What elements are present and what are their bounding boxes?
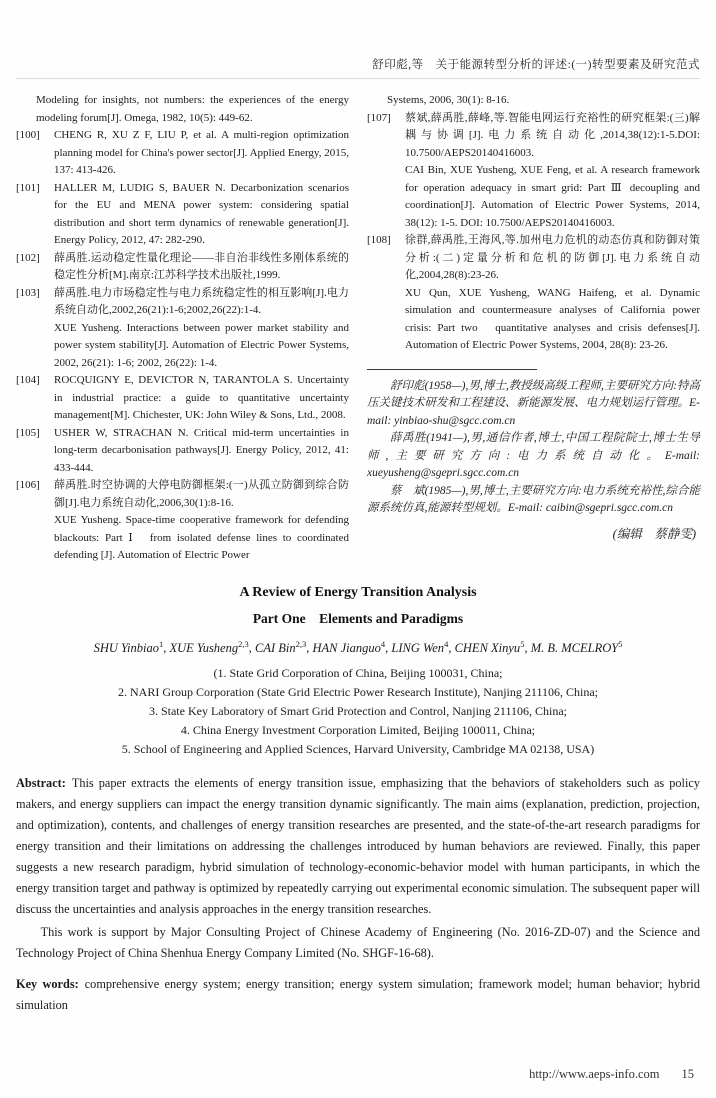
abstract-section <box>16 773 700 964</box>
author-name: , CHEN Xinyu$^5$ <box>448 638 525 655</box>
reference-line: Modeling for insights, not numbers: the experiences of the energy modeling forum[J]. Omega, 1982, 10(5): 449-62. <box>36 94 349 124</box>
reference-line: Systems, 2006, 30(1): 8-16. <box>387 94 510 106</box>
affiliation-superscript: 5 <box>520 638 525 649</box>
reference-text <box>36 92 349 127</box>
reference-text <box>54 425 349 478</box>
editor-credit: (编辑 蔡静雯) <box>612 526 696 541</box>
journal-url: http://www.aeps-info.com <box>529 1067 660 1081</box>
reference-entry <box>16 372 349 425</box>
reference-line: USHER W, STRACHAN N. Critical mid-term uncertainties in long-term decarbonisation pathways[J]. Energy Policy, 2012, 41: 433-444. <box>54 426 349 474</box>
abstract-paragraph <box>16 773 700 920</box>
author-name: , CAI Bin$^{2,3}$ <box>248 638 307 655</box>
reference-translation: XUE Yusheng. Interactions between power market stability and power system stability[J]. Automation of Electric Power Systems, 2002, 26(21): 1-6; 2002, 26(22): 1-4. <box>54 321 349 369</box>
affiliation-superscript: 5 <box>618 638 623 649</box>
reference-translation: XU Qun, XUE Yusheng, WANG Haifeng, et al. Dynamic simulation and countermeasure analyses of California power crisis: Part two quantitative analyses and crisis defenses[J]. Automation of Electric Power Systems, 2004, 28(8): 23-26. <box>405 286 700 351</box>
reference-text <box>54 180 349 250</box>
reference-line: ROCQUIGNY E, DEVICTOR N, TARANTOLA S. Uncertainty in industrial practice: a guide to quantitative uncertainty management[M]. Chichester, UK: John Wiley & Sons, Ltd., 2008. <box>54 374 349 421</box>
references-column-left <box>16 92 349 565</box>
reference-entry <box>16 250 349 285</box>
reference-label <box>16 92 36 127</box>
reference-line: 薛禹胜.运动稳定性量化理论——非自治非线性多刚体系统的稳定性分析[M].南京:江苏科学技术出版社,1999. <box>54 251 349 281</box>
reference-entry <box>367 92 700 110</box>
affiliation-line: 4. China Energy Investment Corporation Limited, Beijing 100011, China; <box>180 722 536 737</box>
author-name: SHU Yinbiao$^1$ <box>93 638 164 655</box>
running-head: 舒印彪,等 关于能源转型分析的评述:(一)转型要素及研究范式 <box>372 59 700 71</box>
reference-label: [105] <box>16 426 40 439</box>
keywords-label: Key words: <box>16 976 79 991</box>
keywords-section <box>16 974 700 1016</box>
reference-text <box>54 285 349 373</box>
author-name: , LING Wen$^4$ <box>385 638 449 655</box>
page-number: 15 <box>681 1067 694 1081</box>
author-name: , XUE Yusheng$^{2,3}$ <box>163 638 249 655</box>
affiliation-line: 2. NARI Group Corporation (State Grid Electric Power Research Institute), Nanjing 211106, China; <box>117 684 598 699</box>
page-footer <box>529 1067 694 1082</box>
reference-line: 蔡斌,薛禹胜,薛峰,等.智能电网运行充裕性的研究框架:(三)解耦与协调[J].电力系统自动化,2014,38(12):1-5.DOI: 10.7500/AEPS20140416003. <box>405 111 700 159</box>
reference-text <box>54 477 349 565</box>
author-bio: 薛禹胜(1941—),男,通信作者,博士,中国工程院院士,博士生导师,主要研究方向:电力系统自动化。E-mail: xueyusheng@sgepri.sgcc.com.cn <box>367 432 700 479</box>
affiliations-block <box>16 664 700 759</box>
abstract-label: Abstract: <box>16 775 66 790</box>
affiliation-superscript: 2,3 <box>238 638 249 649</box>
reference-translation: CAI Bin, XUE Yusheng, XUE Feng, et al. A research framework for operation adequacy in smart grid: Part Ⅲ decoupling and coordination[J]. Automation of Electric Power Systems, 2014, 38(12): 1-5. DOI: 10.7500/AEPS20140416003. <box>405 164 700 229</box>
reference-label: [100] <box>16 129 40 141</box>
reference-text <box>405 232 700 355</box>
header-rule <box>16 78 700 79</box>
author-name: , M. B. MCELROY$^5$ <box>524 638 623 655</box>
affiliation-line: 5. School of Engineering and Applied Sciences, Harvard University, Cambridge MA 02138, USA) <box>121 741 595 756</box>
reference-translation: XUE Yusheng. Space-time cooperative framework for defending blackouts: Part Ⅰ from isolated defense lines to coordinated defending [J]. Automation of Electric Power <box>54 514 349 561</box>
reference-label: [104] <box>16 374 40 386</box>
reference-text <box>387 92 700 110</box>
affiliation-superscript: 1 <box>158 638 164 649</box>
affiliation-superscript: 2,3 <box>295 638 307 649</box>
english-title: A Review of Energy Transition Analysis <box>239 584 477 600</box>
reference-label: [106] <box>16 479 40 491</box>
reference-entry <box>16 127 349 180</box>
abstract-text: This paper extracts the elements of energy transition issue, emphasizing that the behaviors of stakeholders such as policy makers, and energy suppliers can impact the energy transition dynamic significantly. The main aims (explanation, prediction, projection, and optimization), contents, and challenges of energy transition researches are presented, and the state-of-the-art research paradigms for energy transition and their limitations on addressing the challenges introduced by human behaviors are reviewed. Finally, this paper suggests a new research paradigm, hybrid simulation of technology-economic-behavior model with human participants, in which the energy transition target and pathway is optimized by repeatedly carrying out experimental economic simulation. The subsequent paper will discuss the uncertainties and analysis approaches in the energy transition researches. <box>16 775 700 916</box>
reference-text <box>54 250 349 285</box>
reference-line: 薛禹胜.时空协调的大停电防御框架:(一)从孤立防御到综合防御[J].电力系统自动化,2006,30(1):8-16. <box>54 479 349 509</box>
affiliation-line: 3. State Key Laboratory of Smart Grid Protection and Control, Nanjing 211106, China; <box>148 703 568 718</box>
acknowledgment-paragraph: This work is support by Major Consulting Project of Chinese Academy of Engineering (No. 2016-ZD-07) and the Science and Technology Project of China Shenhua Energy Company Limited (No. SHGF-16-68). <box>16 924 700 960</box>
authors-line <box>16 639 700 656</box>
author-bio: 舒印彪(1958—),男,博士,教授级高级工程师,主要研究方向:特高压关键技术研发和工程建设、新能源发展、电力规划运行管理。E-mail: yinbiao-shu@sgcc.com.cn <box>367 379 700 427</box>
references-column-right <box>367 92 700 565</box>
reference-line: 徐群,薛禹胜,王海风,等.加州电力危机的动态仿真和防御对策分析:(二)定量分析和危机的防御[J].电力系统自动化,2004,28(8):23-26. <box>405 234 700 281</box>
reference-line: 薛禹胜.电力市场稳定性与电力系统稳定性的相互影响[J].电力系统自动化,2002,26(21):1-6;2002,26(22):1-4. <box>54 286 349 316</box>
reference-text <box>54 372 349 425</box>
reference-entry <box>367 110 700 233</box>
author-bios <box>367 378 700 518</box>
reference-label: [101] <box>16 181 40 194</box>
reference-entry <box>367 232 700 355</box>
reference-label: [102] <box>16 251 40 264</box>
reference-label: [107] <box>367 111 391 124</box>
affiliation-superscript: 4 <box>444 638 449 649</box>
affiliation-superscript: 4 <box>380 638 386 649</box>
bio-separator <box>367 369 537 370</box>
reference-label <box>367 92 387 110</box>
english-subtitle: Part One Elements and Paradigms <box>252 610 464 626</box>
reference-text <box>405 110 700 233</box>
reference-entry <box>16 92 349 127</box>
reference-entry <box>16 180 349 250</box>
reference-entry <box>16 425 349 478</box>
references-section <box>16 92 700 565</box>
reference-line: CHENG R, XU Z F, LIU P, et al. A multi-region optimization planning model for China's power sector[J]. Applied Energy, 2015, 137: 413-426. <box>54 129 349 176</box>
author-bio: 蔡 斌(1985—),男,博士,主要研究方向:电力系统充裕性,综合能源系统仿真,能源转型规划。E-mail: caibin@sgepri.sgcc.com.cn <box>367 484 700 514</box>
author-name: , HAN Jianguo$^4$ <box>306 638 386 655</box>
reference-line: HALLER M, LUDIG S, BAUER N. Decarbonization scenarios for the EU and MENA power system: considering spatial distribution and short term dynamics of renewable generation[J]. Energy Policy, 2012, 47: 282-290. <box>54 181 349 246</box>
reference-entry <box>16 285 349 373</box>
affiliation-line: (1. State Grid Corporation of China, Beijing 100031, China; <box>213 665 503 680</box>
reference-text <box>54 127 349 180</box>
reference-label: [108] <box>367 234 391 246</box>
keywords-text: comprehensive energy system; energy transition; energy system simulation; framework model; human behavior; hybrid simulation <box>16 976 700 1012</box>
reference-entry <box>16 477 349 565</box>
reference-label: [103] <box>16 286 40 299</box>
